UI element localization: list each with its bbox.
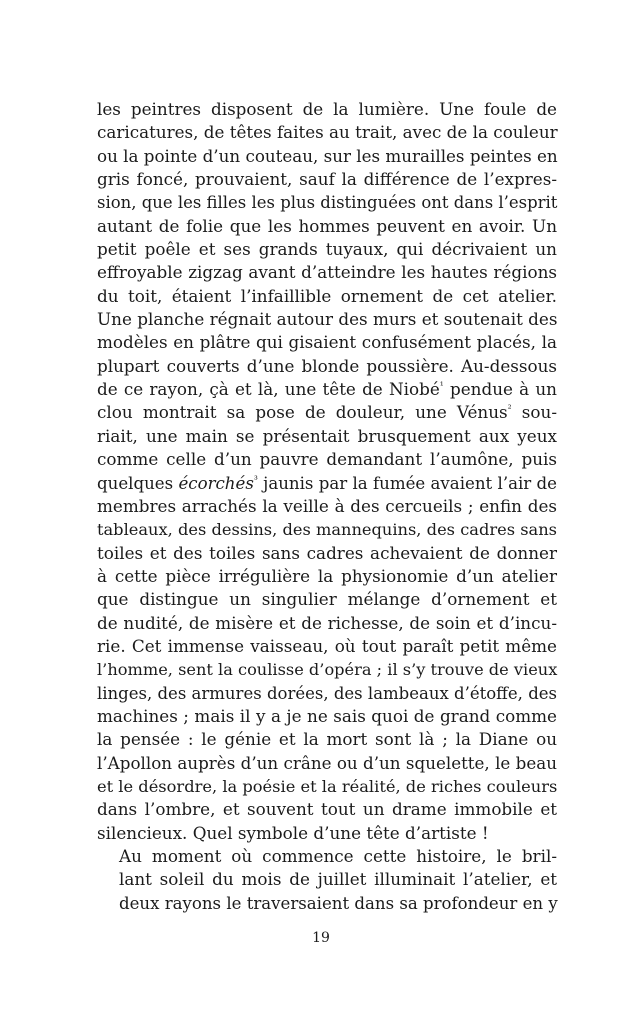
text-line: modèles en plâtre qui gisaient confusément placés, la (97, 332, 557, 353)
text-line: lant soleil du mois de juillet illuminait l’atelier, et (119, 869, 557, 890)
text-line: de ce rayon, çà et là, une tête de Niobé$^{^1}$ pendue à un (97, 379, 557, 400)
text-line: la pensée : le génie et la mort sont là ; la Diane ou (97, 729, 557, 750)
text-line: de nudité, de misère et de richesse, de soin et d’incu- (97, 612, 557, 633)
text-line: machines ; mais il y a je ne sais quoi de grand comme (97, 705, 557, 726)
text-line: comme celle d’un pauvre demandant l’aumône, puis (97, 449, 557, 470)
text-line: les peintres disposent de la lumière. Une foule de (97, 99, 557, 119)
text-line: que distingue un singulier mélange d’ornement et (97, 589, 557, 610)
text-line: ou la pointe d’un couteau, sur les murailles peintes en (97, 145, 558, 166)
text-line: et le désordre, la poésie et la réalité, de riches couleurs (97, 776, 558, 796)
text-line: dans l’ombre, et souvent tout un drame immobile et (97, 799, 557, 820)
text-line: du toit, étaient l’infaillible ornement de cet atelier. (97, 285, 557, 306)
paragraph (97, 98, 557, 845)
italic-term: écorchés (178, 473, 254, 493)
text-line: autant de folie que les hommes peuvent en avoir. Un (97, 215, 557, 236)
text-line: quelques écorchés$^{^3}$ jaunis par la fumée avaient l’air de (97, 473, 557, 493)
footnote-marker: ¹ (439, 381, 444, 393)
text-line: à cette pièce irrégulière la physionomie d’un atelier (97, 565, 557, 586)
text-line: caricatures, de têtes faites au trait, avec de la couleur (97, 122, 558, 143)
text-line: Une planche régnait autour des murs et soutenait des (97, 309, 558, 330)
text-line: l’homme, sent la coulisse d’opéra ; il s’y trouve de vieux (97, 660, 558, 680)
text-line: rie. Cet immense vaisseau, où tout paraît petit même (97, 635, 557, 656)
text-line: l’Apollon auprès d’un crâne ou d’un squelette, le beau (97, 752, 557, 773)
footnote-marker: ² (507, 404, 512, 416)
text-line: plupart couverts d’une blonde poussière. Au-dessous (97, 355, 557, 376)
footnote-marker: ³ (253, 474, 258, 486)
paragraph (97, 845, 557, 915)
text-line: deux rayons le traversaient dans sa profondeur en y (119, 893, 558, 913)
text-line: membres arrachés la veille à des cercueils ; enfin des (97, 495, 557, 516)
text-line: petit poêle et ses grands tuyaux, qui décrivaient un (97, 239, 557, 260)
text-line: gris foncé, prouvaient, sauf la différence de l’expres- (97, 169, 557, 190)
text-line: toiles et des toiles sans cadres achevaient de donner (97, 542, 557, 563)
text-line: clou montrait sa pose de douleur, une Vénus$^{^2}$ sou- (97, 402, 557, 423)
body-text (97, 98, 557, 915)
text-line: Au moment où commence cette histoire, le bril- (119, 846, 557, 866)
text-line: silencieux. Quel symbole d’une tête d’artiste ! (97, 822, 489, 843)
text-line: linges, des armures dorées, des lambeaux d’étoffe, des (97, 683, 557, 703)
text-line: sion, que les filles les plus distinguées ont dans l’esprit (97, 193, 558, 213)
page-number: 19 (312, 930, 330, 946)
text-line: riait, une main se présentait brusquement aux yeux (97, 425, 557, 446)
text-line: tableaux, des dessins, des mannequins, des cadres sans (97, 520, 557, 540)
text-line: effroyable zigzag avant d’atteindre les hautes régions (97, 262, 557, 283)
